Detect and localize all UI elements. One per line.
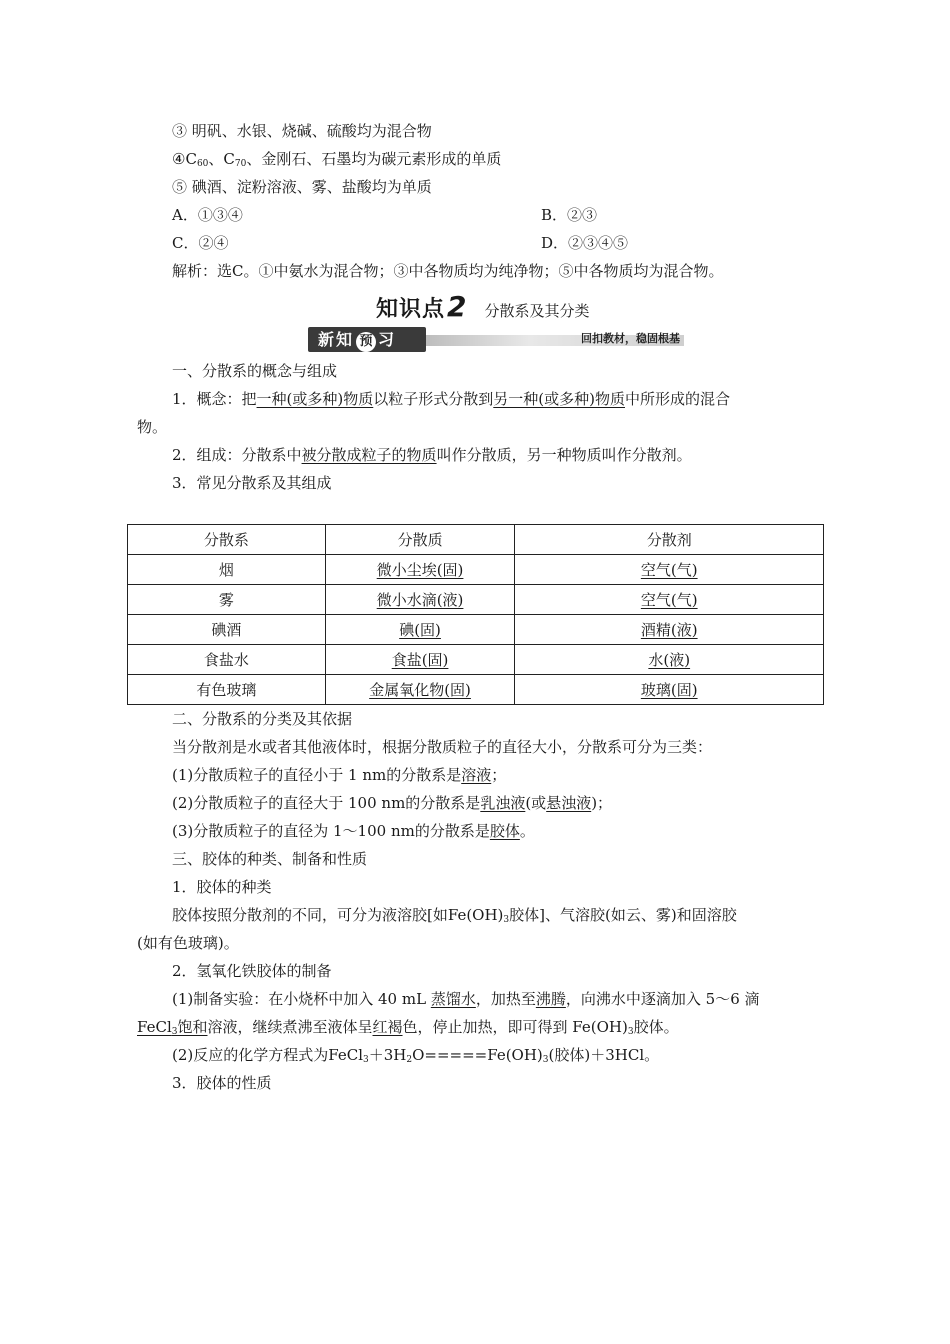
table-cell: 碘酒: [128, 615, 326, 645]
table-row: [128, 555, 824, 585]
text: )；: [591, 794, 613, 812]
preview-banner: [308, 327, 684, 352]
underlined-answer: 微小尘埃(固): [376, 560, 464, 579]
underlined-answer: 乳浊液: [480, 794, 526, 812]
text: ，加热至: [475, 990, 536, 1008]
table-header: 分散剂: [515, 525, 824, 555]
underlined-answer: 胶体: [489, 822, 520, 840]
text: (3)分散质粒子的直径为 1～100 nm的分散系是: [172, 822, 490, 840]
underlined-answer: 碘(固): [399, 620, 441, 639]
underlined-answer: 红褐: [372, 1018, 403, 1036]
subscript: 3: [503, 915, 510, 925]
section-subtitle: 分散系及其分类: [484, 302, 590, 320]
text: (1)制备实验：在小烧杯中加入 40 mL: [172, 990, 431, 1008]
part3-sub1-text: [172, 905, 737, 925]
text: 胶体]、气溶胶(如云、雾)和固溶胶: [509, 906, 737, 924]
option-d: D．②③④⑤: [541, 234, 629, 252]
part3-sub2: 2．氢氧化铁胶体的制备: [172, 962, 332, 980]
table-cell: [515, 555, 824, 585]
analysis: 解析：选C。①中氨水为混合物；③中各物质均为纯净物；⑤中各物质均为混合物。: [172, 262, 724, 280]
underlined-answer: 溶液: [461, 766, 492, 784]
text-line: ⑤ 碘酒、淀粉溶液、雾、盐酸均为单质: [172, 178, 432, 196]
text: 以粒子形式分散到: [373, 390, 494, 408]
banner-label: [308, 327, 426, 352]
banner-circle: 预: [356, 332, 376, 352]
table-cell: [515, 585, 824, 615]
table-cell: [325, 645, 515, 675]
table-cell: 烟: [128, 555, 326, 585]
part3-sub1-cont: (如有色玻璃)。: [137, 934, 239, 952]
table-row: [128, 645, 824, 675]
part3-equation: [172, 1045, 659, 1065]
subscript: 3: [363, 1055, 369, 1065]
option-a: A．①③④: [172, 206, 243, 224]
text: 胶体。: [633, 1018, 679, 1036]
part3-prep-1-cont: [137, 1017, 679, 1037]
section-heading: [376, 290, 590, 322]
part3-heading: 三、胶体的种类、制备和性质: [172, 850, 368, 868]
option-c: C．②④: [172, 234, 229, 252]
text: 胶体按照分散剂的不同，可分为液溶胶[如Fe(OH): [172, 906, 504, 924]
underlined-answer: 悬浊液: [546, 794, 592, 812]
subscript: 2: [406, 1055, 413, 1065]
table-row: [128, 675, 824, 705]
table-cell: 雾: [128, 585, 326, 615]
part2-class1: [172, 765, 506, 785]
table-header: 分散质: [325, 525, 515, 555]
option-b: B．②③: [541, 206, 598, 224]
underlined-answer: 空气(气): [640, 590, 698, 609]
underlined-answer: 酒精(液): [640, 620, 698, 639]
table-cell: [515, 645, 824, 675]
table-header-row: [128, 525, 824, 555]
table-cell: [515, 675, 824, 705]
underlined-answer: 金属氧化物(固): [369, 680, 471, 699]
text: 中所形成的混合: [625, 390, 731, 408]
dispersion-table: [127, 524, 824, 705]
underlined-answer: 玻璃(固): [640, 680, 698, 699]
underlined-answer: 一种(或多种)物质: [256, 390, 374, 408]
text: ；: [491, 766, 507, 784]
underlined-answer: [137, 1018, 177, 1036]
part1-heading: 一、分散系的概念与组成: [172, 362, 338, 380]
text: (1)分散质粒子的直径小于 1 nm的分散系是: [172, 766, 462, 784]
text-line: $④C_{60}$、$C_{70}$、金刚石、石墨均为碳元素形成的单质: [172, 150, 502, 169]
underlined-answer: 蒸馏水: [430, 990, 476, 1008]
text: (2)反应的化学方程式为FeCl: [172, 1046, 363, 1064]
part1-item1: [172, 389, 730, 409]
text: ＋3H: [368, 1046, 407, 1064]
text: FeCl: [137, 1018, 172, 1036]
underlined-answer: 沸腾: [535, 990, 566, 1008]
underlined-answer: 水(液): [648, 650, 691, 669]
part2-class2: [172, 793, 612, 813]
text: (2)分散质粒子的直径大于 100 nm的分散系是: [172, 794, 481, 812]
underlined-answer: 空气(气): [640, 560, 698, 579]
section-title: 知识点: [376, 297, 446, 322]
table-cell: 有色玻璃: [128, 675, 326, 705]
text: (胶体)＋3HCl。: [548, 1046, 660, 1064]
text: O=====Fe(OH): [412, 1046, 543, 1064]
underlined-answer: 饱和: [177, 1018, 208, 1036]
text: 色，停止加热，即可得到 Fe(OH): [402, 1018, 628, 1036]
part3-prep-1: [172, 989, 760, 1009]
section-number: 2: [447, 290, 467, 323]
text: (或: [525, 794, 547, 812]
part2-intro: 当分散剂是水或者其他液体时，根据分散质粒子的直径大小，分散系可分为三类：: [172, 738, 713, 756]
part1-item2: [172, 445, 692, 465]
part3-sub3: 3．胶体的性质: [172, 1074, 272, 1092]
table-cell: [325, 615, 515, 645]
banner-label-1: 新知: [318, 330, 355, 349]
table-cell: [515, 615, 824, 645]
subscript: 3: [171, 1027, 178, 1037]
part1-item3: 3．常见分散系及其组成: [172, 474, 332, 492]
table-header: 分散系: [128, 525, 326, 555]
text: 叫作分散质，另一种物质叫作分散剂。: [436, 446, 692, 464]
text: 。: [519, 822, 535, 840]
underlined-answer: 被分散成粒子的物质: [301, 446, 437, 464]
text-line: ③ 明矾、水银、烧碱、硫酸均为混合物: [172, 122, 432, 140]
part2-class3: [172, 821, 535, 841]
table-row: [128, 585, 824, 615]
table-row: [128, 615, 824, 645]
table-cell: [325, 675, 515, 705]
banner-tagline: 回扣教材，稳固根基: [581, 332, 680, 345]
subscript: 3: [627, 1027, 634, 1037]
text: 溶液，继续煮沸至液体呈: [207, 1018, 373, 1036]
banner-label-2: 习: [378, 330, 397, 349]
underlined-answer: 食盐(固): [391, 650, 449, 669]
text: ，向沸水中逐滴加入 5～6 滴: [565, 990, 760, 1008]
table-cell: 食盐水: [128, 645, 326, 675]
underlined-answer: 微小水滴(液): [376, 590, 464, 609]
part2-heading: 二、分散系的分类及其依据: [172, 710, 353, 728]
text: 1．概念：把: [172, 390, 257, 408]
table-cell: [325, 585, 515, 615]
part1-item1-cont: 物。: [137, 418, 168, 436]
part3-sub1: 1．胶体的种类: [172, 878, 272, 896]
underlined-answer: 另一种(或多种)物质: [493, 390, 625, 408]
subscript: 3: [542, 1055, 549, 1065]
table-cell: [325, 555, 515, 585]
text: 2．组成：分散系中: [172, 446, 302, 464]
